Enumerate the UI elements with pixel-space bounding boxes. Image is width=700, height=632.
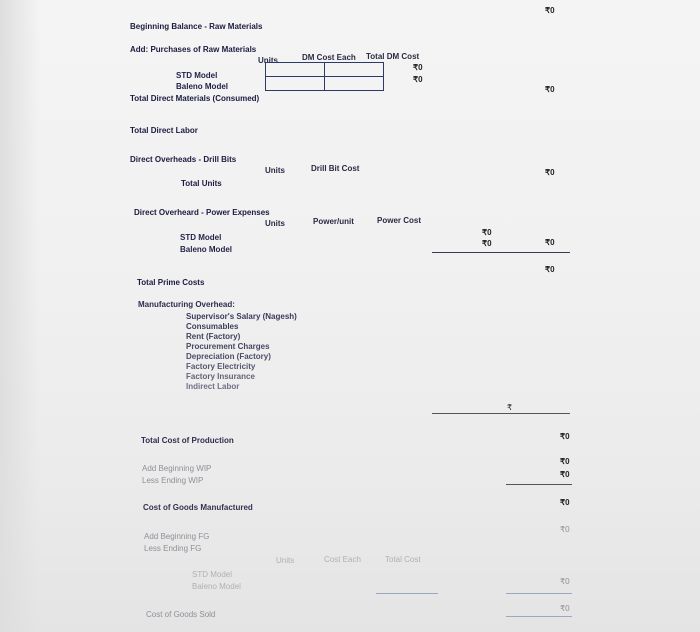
- dm-units-cell[interactable]: [266, 77, 325, 91]
- total-prime-costs-label: Total Prime Costs: [137, 278, 205, 287]
- drill-units-header: Units: [265, 166, 285, 175]
- overhead-items-list: [186, 312, 297, 392]
- overhead-item: Rent (Factory): [186, 332, 241, 341]
- beginning-fg-amount: ₹0: [560, 525, 570, 534]
- power-total-rule: [432, 252, 570, 253]
- total-direct-materials-amount: ₹0: [545, 85, 555, 94]
- baleno-model-label: Baleno Model: [176, 82, 229, 91]
- power-baleno-model-label: Baleno Model: [180, 245, 233, 254]
- overhead-item: Procurement Charges: [186, 342, 270, 351]
- wip-total-rule: [506, 484, 572, 485]
- fg-total-cost-header: Total Cost: [385, 555, 421, 564]
- beginning-wip-amount: ₹0: [560, 457, 570, 466]
- overhead-item: Depreciation (Factory): [186, 352, 271, 361]
- total-units-label: Total Units: [181, 179, 222, 188]
- cost-of-goods-manufactured-label: Cost of Goods Manufactured: [143, 503, 253, 512]
- cost-of-goods-manufactured-amount: ₹0: [560, 498, 570, 507]
- less-ending-wip-label: Less Ending WIP: [142, 476, 204, 485]
- add-purchases-label: Add: Purchases of Raw Materials: [130, 45, 257, 54]
- total-cost-of-production-amount: ₹0: [560, 432, 570, 441]
- power-per-unit-header: Power/unit: [313, 217, 354, 226]
- cost-of-goods-sold-label: Cost of Goods Sold: [146, 610, 216, 619]
- power-cost-header: Power Cost: [377, 216, 422, 225]
- power-std-model-label: STD Model: [180, 233, 222, 242]
- beginning-balance-amount: ₹0: [545, 6, 555, 15]
- fg-units-header: Units: [276, 556, 295, 565]
- fg-std-model-label: STD Model: [192, 570, 233, 579]
- cogs-rule: [506, 616, 572, 617]
- total-direct-materials-label: Total Direct Materials (Consumed): [130, 94, 260, 103]
- baleno-power-cost-amount: ₹0: [482, 239, 492, 248]
- total-direct-labor-label: Total Direct Labor: [130, 126, 198, 135]
- std-model-label: STD Model: [176, 71, 218, 80]
- overhead-item: Factory Electricity: [186, 362, 256, 371]
- std-total-dm-amount: ₹0: [413, 63, 423, 72]
- cost-of-goods-sold-amount: ₹0: [560, 604, 570, 613]
- col-dm-cost-each-header: DM Cost Each: [302, 53, 356, 62]
- dm-cost-each-cell[interactable]: [325, 63, 384, 77]
- direct-overheard-power-label: Direct Overheard - Power Expenses: [134, 208, 270, 217]
- direct-overheads-drill-bits-label: Direct Overheads - Drill Bits: [130, 155, 237, 164]
- dm-input-table[interactable]: [265, 62, 384, 91]
- overhead-item: Consumables: [186, 322, 239, 331]
- drill-bits-amount: ₹0: [545, 168, 555, 177]
- overhead-item: Factory Insurance: [186, 372, 255, 381]
- fg-amount-rule: [506, 593, 572, 594]
- power-units-header: Units: [265, 219, 285, 228]
- less-ending-fg-label: Less Ending FG: [144, 544, 202, 553]
- col-units-header: Units: [258, 56, 278, 65]
- dm-units-cell[interactable]: [266, 63, 325, 77]
- fg-cost-each-header: Cost Each: [324, 555, 361, 564]
- add-beginning-wip-label: Add Beginning WIP: [142, 464, 212, 473]
- add-beginning-fg-label: Add Beginning FG: [144, 532, 210, 541]
- fg-baleno-model-label: Baleno Model: [192, 582, 241, 591]
- baleno-total-dm-amount: ₹0: [413, 75, 423, 84]
- col-total-dm-cost-header: Total DM Cost: [366, 52, 420, 61]
- dm-cost-each-cell[interactable]: [325, 77, 384, 91]
- page-shadow: [0, 0, 40, 632]
- power-expenses-amount: ₹0: [545, 238, 555, 247]
- drill-bit-cost-header: Drill Bit Cost: [311, 164, 360, 173]
- fg-total-cost-rule: [376, 593, 438, 594]
- manufacturing-overhead-label: Manufacturing Overhead:: [138, 300, 235, 309]
- overhead-subtotal-mark: ₹: [507, 403, 513, 412]
- ending-wip-amount: ₹0: [560, 470, 570, 479]
- beginning-balance-raw-materials-label: Beginning Balance - Raw Materials: [130, 22, 263, 31]
- ending-fg-amount: ₹0: [560, 577, 570, 586]
- total-prime-costs-amount: ₹0: [545, 265, 555, 274]
- overhead-item: Supervisor's Salary (Nagesh): [186, 312, 297, 321]
- total-cost-of-production-label: Total Cost of Production: [141, 436, 234, 445]
- overhead-item: Indirect Labor: [186, 382, 240, 391]
- std-power-cost-amount: ₹0: [482, 228, 492, 237]
- overhead-total-rule: [432, 413, 570, 414]
